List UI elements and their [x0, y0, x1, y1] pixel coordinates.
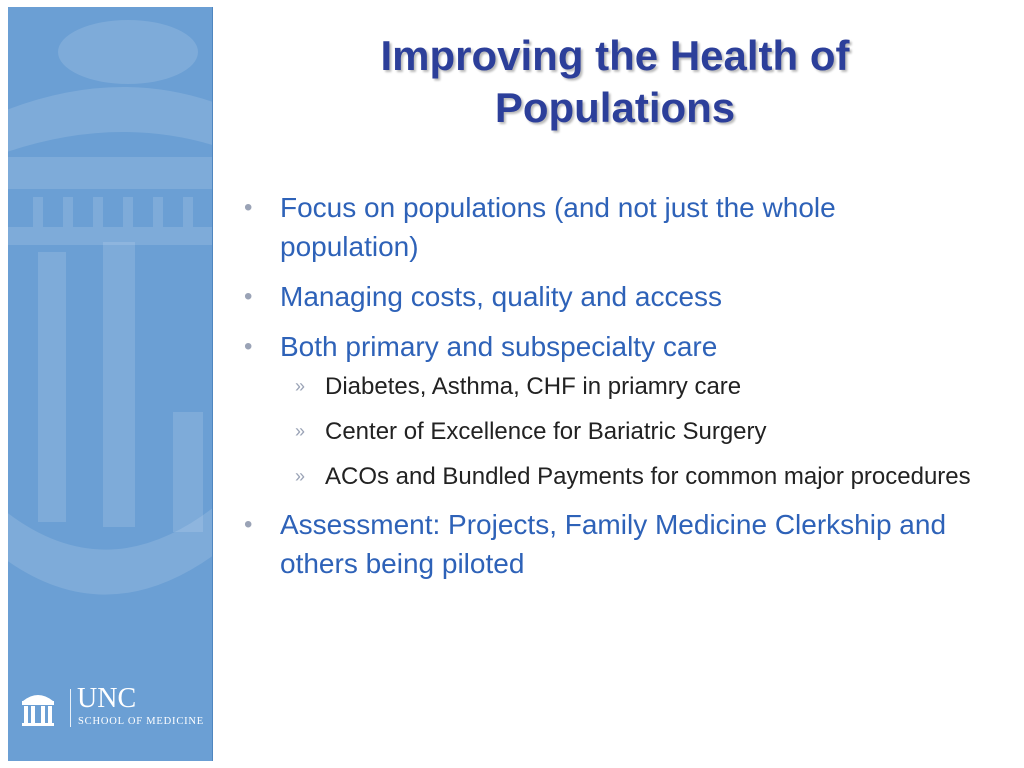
bullet-icon: • [244, 333, 253, 360]
unc-logo [14, 683, 213, 731]
bullet-list [238, 188, 978, 594]
sub-bullet-icon: » [295, 376, 306, 396]
logo-divider [70, 689, 71, 727]
old-well-watermark-icon [8, 7, 212, 761]
bullet-icon: • [244, 194, 253, 221]
logo-subtitle: SCHOOL OF MEDICINE [78, 716, 205, 727]
sub-bullet-item [280, 370, 978, 404]
sub-bullet-icon: » [295, 421, 306, 441]
bullet-text: Both primary and subspecialty care [280, 331, 718, 362]
slide-title [230, 30, 1000, 134]
sub-bullet-item [280, 460, 978, 494]
old-well-icon [20, 689, 56, 729]
sub-bullet-text: Diabetes, Asthma, CHF in priamry care [325, 373, 742, 400]
sub-bullet-list [280, 370, 978, 494]
logo-name: UNC [77, 683, 137, 714]
bullet-text: Focus on populations (and not just the whole population) [280, 192, 836, 262]
bullet-icon: • [244, 511, 253, 538]
sub-bullet-text: ACOs and Bundled Payments for common major procedures [325, 463, 971, 490]
title-line-2: Populations [494, 84, 736, 131]
bullet-item [238, 327, 978, 494]
bullet-text: Assessment: Projects, Family Medicine Clerkship and others being piloted [280, 509, 947, 579]
sub-bullet-icon: » [295, 466, 306, 486]
bullet-item [238, 505, 978, 583]
title-line-1: Improving the Health of [380, 32, 850, 79]
sub-bullet-text: Center of Excellence for Bariatric Surgery [325, 418, 767, 445]
sidebar-panel [8, 7, 213, 761]
bullet-icon: • [244, 283, 253, 310]
sub-bullet-item [280, 415, 978, 449]
bullet-item [238, 188, 978, 266]
bullet-text: Managing costs, quality and access [280, 281, 723, 312]
bullet-item [238, 277, 978, 316]
